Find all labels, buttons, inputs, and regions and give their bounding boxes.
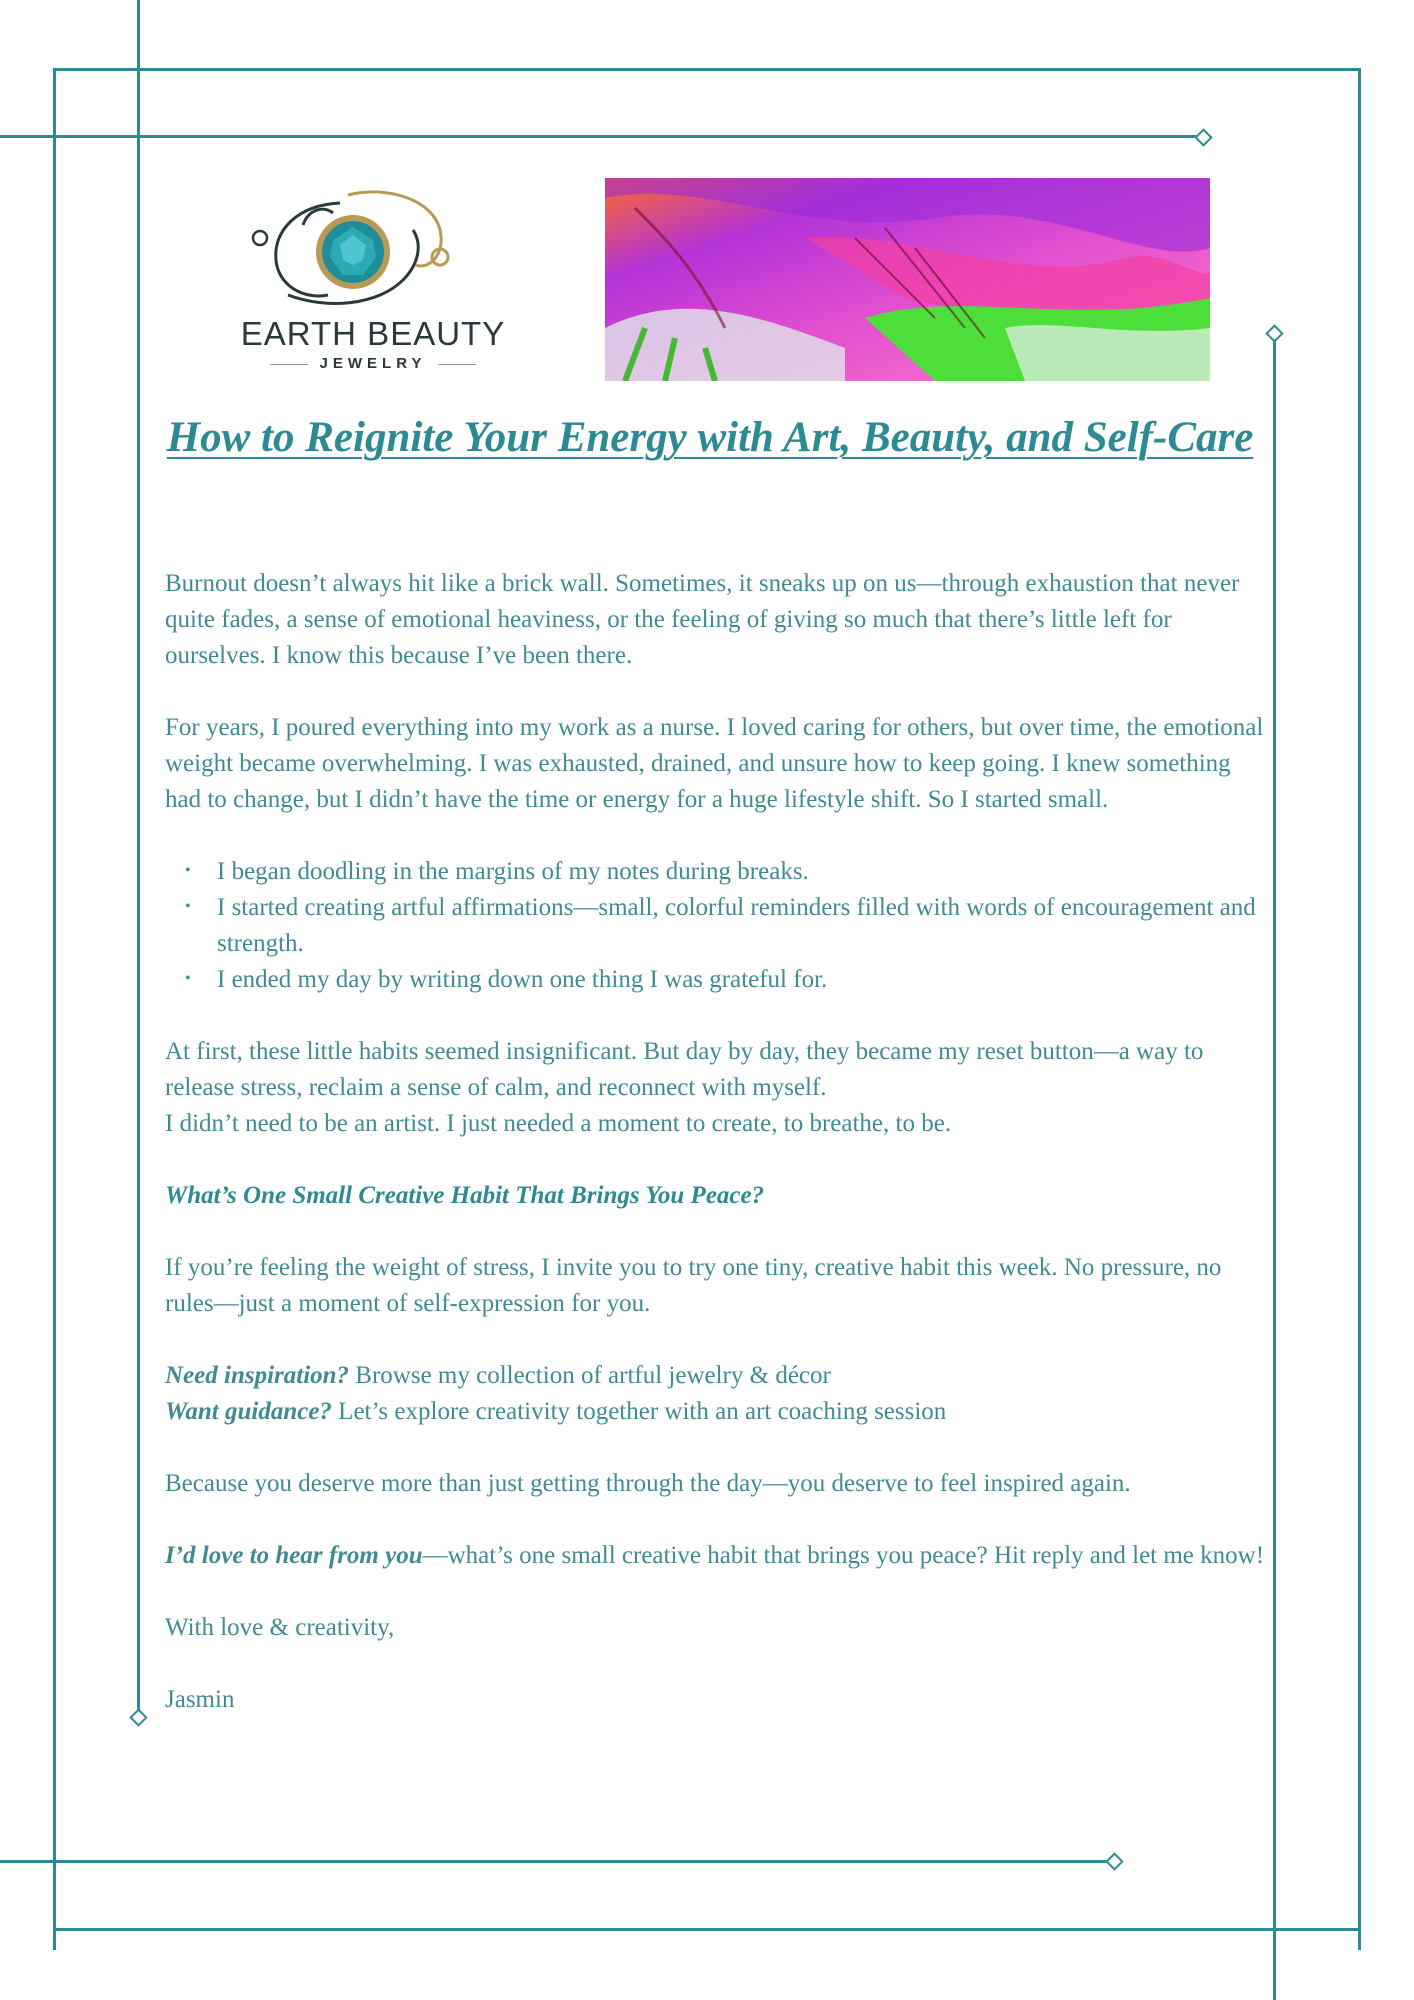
- reflection-paragraph: [165, 1034, 1265, 1142]
- abstract-art-image: [605, 178, 1210, 381]
- reflection-line-2: I didn’t need to be an artist. I just needed a moment to create, to breathe, to be.: [165, 1110, 952, 1137]
- accent-top-horizontal: [0, 135, 1203, 138]
- guidance-link-text[interactable]: Let’s explore creativity together with an art coaching session: [331, 1398, 947, 1425]
- signature: Jasmin: [165, 1686, 235, 1713]
- accent-top-vertical: [137, 0, 140, 1718]
- section-subheading: What’s One Small Creative Habit That Brings You Peace?: [165, 1182, 765, 1209]
- list-item: • I began doodling in the margins of my notes during breaks.: [207, 854, 1265, 890]
- intro-paragraph: Burnout doesn’t always hit like a brick wall. Sometimes, it sneaks up on us—through exhaustion that never quite fades, a sense of emotional heaviness, or the feeling of giving so much that there’s little left for ourselves. I know this because I’ve been there.: [165, 570, 1240, 669]
- gem-swirl-icon: [228, 185, 518, 315]
- diamond-ornament-top: [1194, 128, 1212, 146]
- inspiration-label: Need inspiration?: [165, 1362, 350, 1389]
- list-item: • I started creating artful affirmations—small, colorful reminders filled with words of encouragement and strength.: [207, 890, 1265, 962]
- brand-logo: [228, 185, 518, 385]
- reflection-line-1: At first, these little habits seemed insignificant. But day by day, they became my reset button—a way to release stress, reclaim a sense of calm, and reconnect with myself.: [165, 1038, 1204, 1101]
- inspiration-link-text[interactable]: Browse my collection of artful jewelry & décor: [349, 1362, 831, 1389]
- brand-subtitle: JEWELRY: [228, 355, 518, 372]
- invitation-paragraph: If you’re feeling the weight of stress, I invite you to try one tiny, creative habit this week. No pressure, no rules—just a moment of self-expression for you.: [165, 1254, 1222, 1317]
- diamond-ornament-left: [129, 1708, 147, 1726]
- reply-lead: I’d love to hear from you: [165, 1542, 423, 1569]
- cta-block: [165, 1358, 1265, 1430]
- diamond-ornament-bottom: [1105, 1852, 1123, 1870]
- reply-text: —what’s one small creative habit that brings you peace? Hit reply and let me know!: [422, 1542, 1265, 1569]
- page-title: How to Reignite Your Energy with Art, Beauty, and Self-Care: [166, 414, 1254, 461]
- frame-right-vertical: [1358, 68, 1361, 1950]
- frame-top-horizontal: [53, 68, 1361, 71]
- list-item: • I ended my day by writing down one thing I was grateful for.: [207, 962, 1265, 998]
- closing-line: With love & creativity,: [165, 1614, 395, 1641]
- frame-bottom-horizontal: [53, 1928, 1361, 1931]
- habit-list: [165, 854, 1265, 998]
- article-body: [165, 566, 1265, 1754]
- frame-left-vertical: [53, 68, 56, 1950]
- accent-bottom-horizontal: [0, 1860, 1113, 1863]
- story-paragraph: For years, I poured everything into my work as a nurse. I loved caring for others, but over time, the emotional weight became overwhelming. I was exhausted, drained, and unsure how to keep going. I knew something had to change, but I didn’t have the time or energy for a huge lifestyle shift. So I started small.: [165, 714, 1264, 813]
- guidance-label: Want guidance?: [165, 1398, 332, 1425]
- reply-paragraph: [165, 1538, 1265, 1574]
- brand-name: EARTH BEAUTY: [240, 315, 506, 352]
- accent-right-vertical: [1273, 332, 1276, 2000]
- encouragement-paragraph: Because you deserve more than just getting through the day—you deserve to feel inspired again.: [165, 1470, 1131, 1497]
- diamond-ornament-right: [1265, 324, 1283, 342]
